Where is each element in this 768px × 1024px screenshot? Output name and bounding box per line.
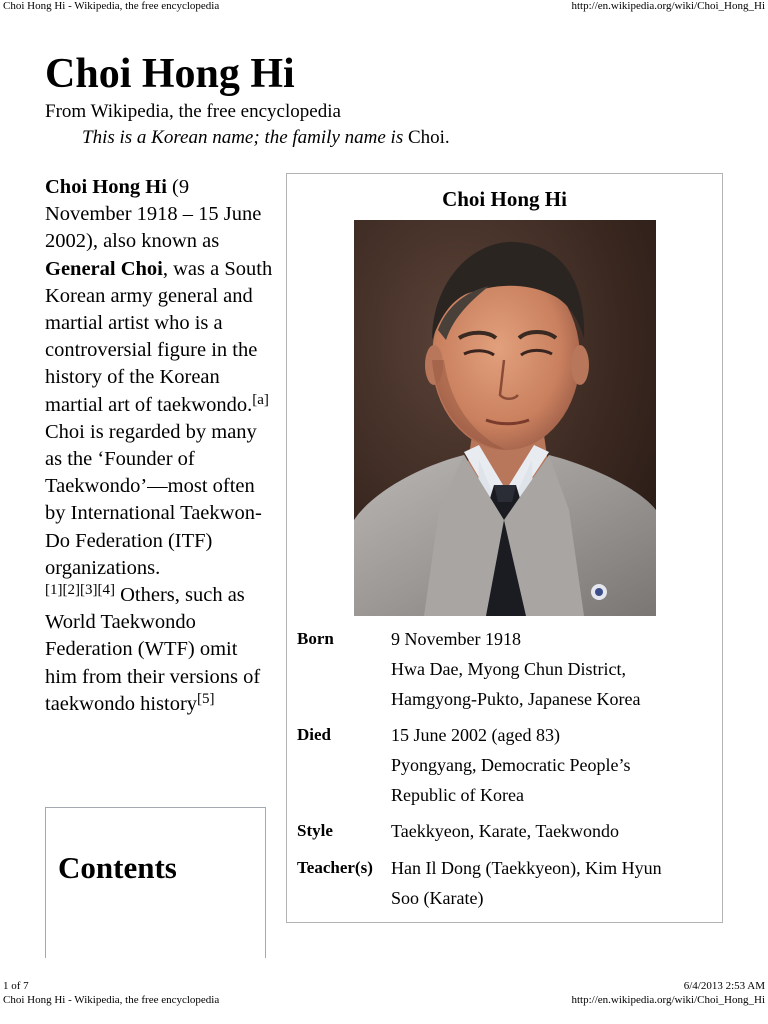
print-timestamp: 6/4/2013 2:53 AM xyxy=(683,980,765,992)
lead-text-4: Others, such as World Taekwondo Federation (WTF) omit him from their versions of taekwondo history xyxy=(45,584,261,715)
infobox-label-died: Died xyxy=(297,725,331,744)
hatnote-family-name: Choi xyxy=(407,127,445,148)
died-place-line-1[interactable]: Pyongyang, Democratic People’s xyxy=(391,755,631,775)
hatnote-italic: This is a Korean name; the family name is xyxy=(82,127,404,148)
born-place-line-2[interactable]: Hamgyong-Pukto, Japanese Korea xyxy=(391,689,641,709)
hatnote-period: . xyxy=(444,127,450,148)
print-header-url: http://en.wikipedia.org/wiki/Choi_Hong_Hi xyxy=(571,0,765,12)
born-date: 9 November 1918 xyxy=(391,629,521,649)
infobox-value-teachers xyxy=(391,853,711,913)
citation-5[interactable]: [5] xyxy=(197,690,215,707)
born-place-line-1[interactable]: Hwa Dae, Myong Chun District, xyxy=(391,659,626,679)
print-footer-url: http://en.wikipedia.org/wiki/Choi_Hong_Hi xyxy=(571,994,765,1006)
lead-text-1: (9 November 1918 – 15 June 2002), also known as xyxy=(45,176,262,253)
died-date: 15 June 2002 (aged 83) xyxy=(391,725,560,745)
hatnote xyxy=(82,126,450,150)
citation-1-4[interactable]: [1][2][3][4] xyxy=(45,582,115,599)
portrait-photo[interactable] xyxy=(354,220,656,616)
portrait-photo-icon xyxy=(354,220,656,616)
teachers-line-2[interactable]: Soo (Karate) xyxy=(391,888,484,908)
infobox-value-died xyxy=(391,720,711,810)
infobox-value-style xyxy=(391,816,711,846)
infobox xyxy=(286,173,723,923)
citation-a[interactable]: [a] xyxy=(252,391,269,408)
print-header-title: Choi Hong Hi - Wikipedia, the free encyclopedia xyxy=(3,0,220,12)
teachers-line-1[interactable]: Han Il Dong (Taekkyeon), Kim Hyun xyxy=(391,858,662,878)
lead-alias: General Choi xyxy=(45,257,163,280)
lead-text-3: Choi is regarded by many as the ‘Founder of Taekwondo’—most often by International Taekwon-Do Federation (ITF) organizations. xyxy=(45,420,262,579)
infobox-title: Choi Hong Hi xyxy=(442,187,567,211)
site-tagline: From Wikipedia, the free encyclopedia xyxy=(45,101,341,122)
lead-paragraph xyxy=(45,174,273,718)
infobox-value-born xyxy=(391,624,711,714)
infobox-label-teachers: Teacher(s) xyxy=(297,858,373,877)
table-of-contents xyxy=(45,807,266,958)
print-footer-title: Choi Hong Hi - Wikipedia, the free encyclopedia xyxy=(3,994,220,1006)
style-list[interactable]: Taekkyeon, Karate, Taekwondo xyxy=(391,821,620,841)
infobox-label-style: Style xyxy=(297,821,333,840)
died-place-line-2[interactable]: Republic of Korea xyxy=(391,785,524,805)
page-title: Choi Hong Hi xyxy=(45,51,295,97)
page-indicator: 1 of 7 xyxy=(3,980,29,992)
lead-subject-name: Choi Hong Hi xyxy=(45,176,167,198)
toc-title: Contents xyxy=(58,850,177,885)
lead-text-2: , was a South Korean army general and martial artist who is a controversial figure in the history of the Korean martial art of taekwondo. xyxy=(45,257,273,416)
infobox-label-born: Born xyxy=(297,629,334,648)
